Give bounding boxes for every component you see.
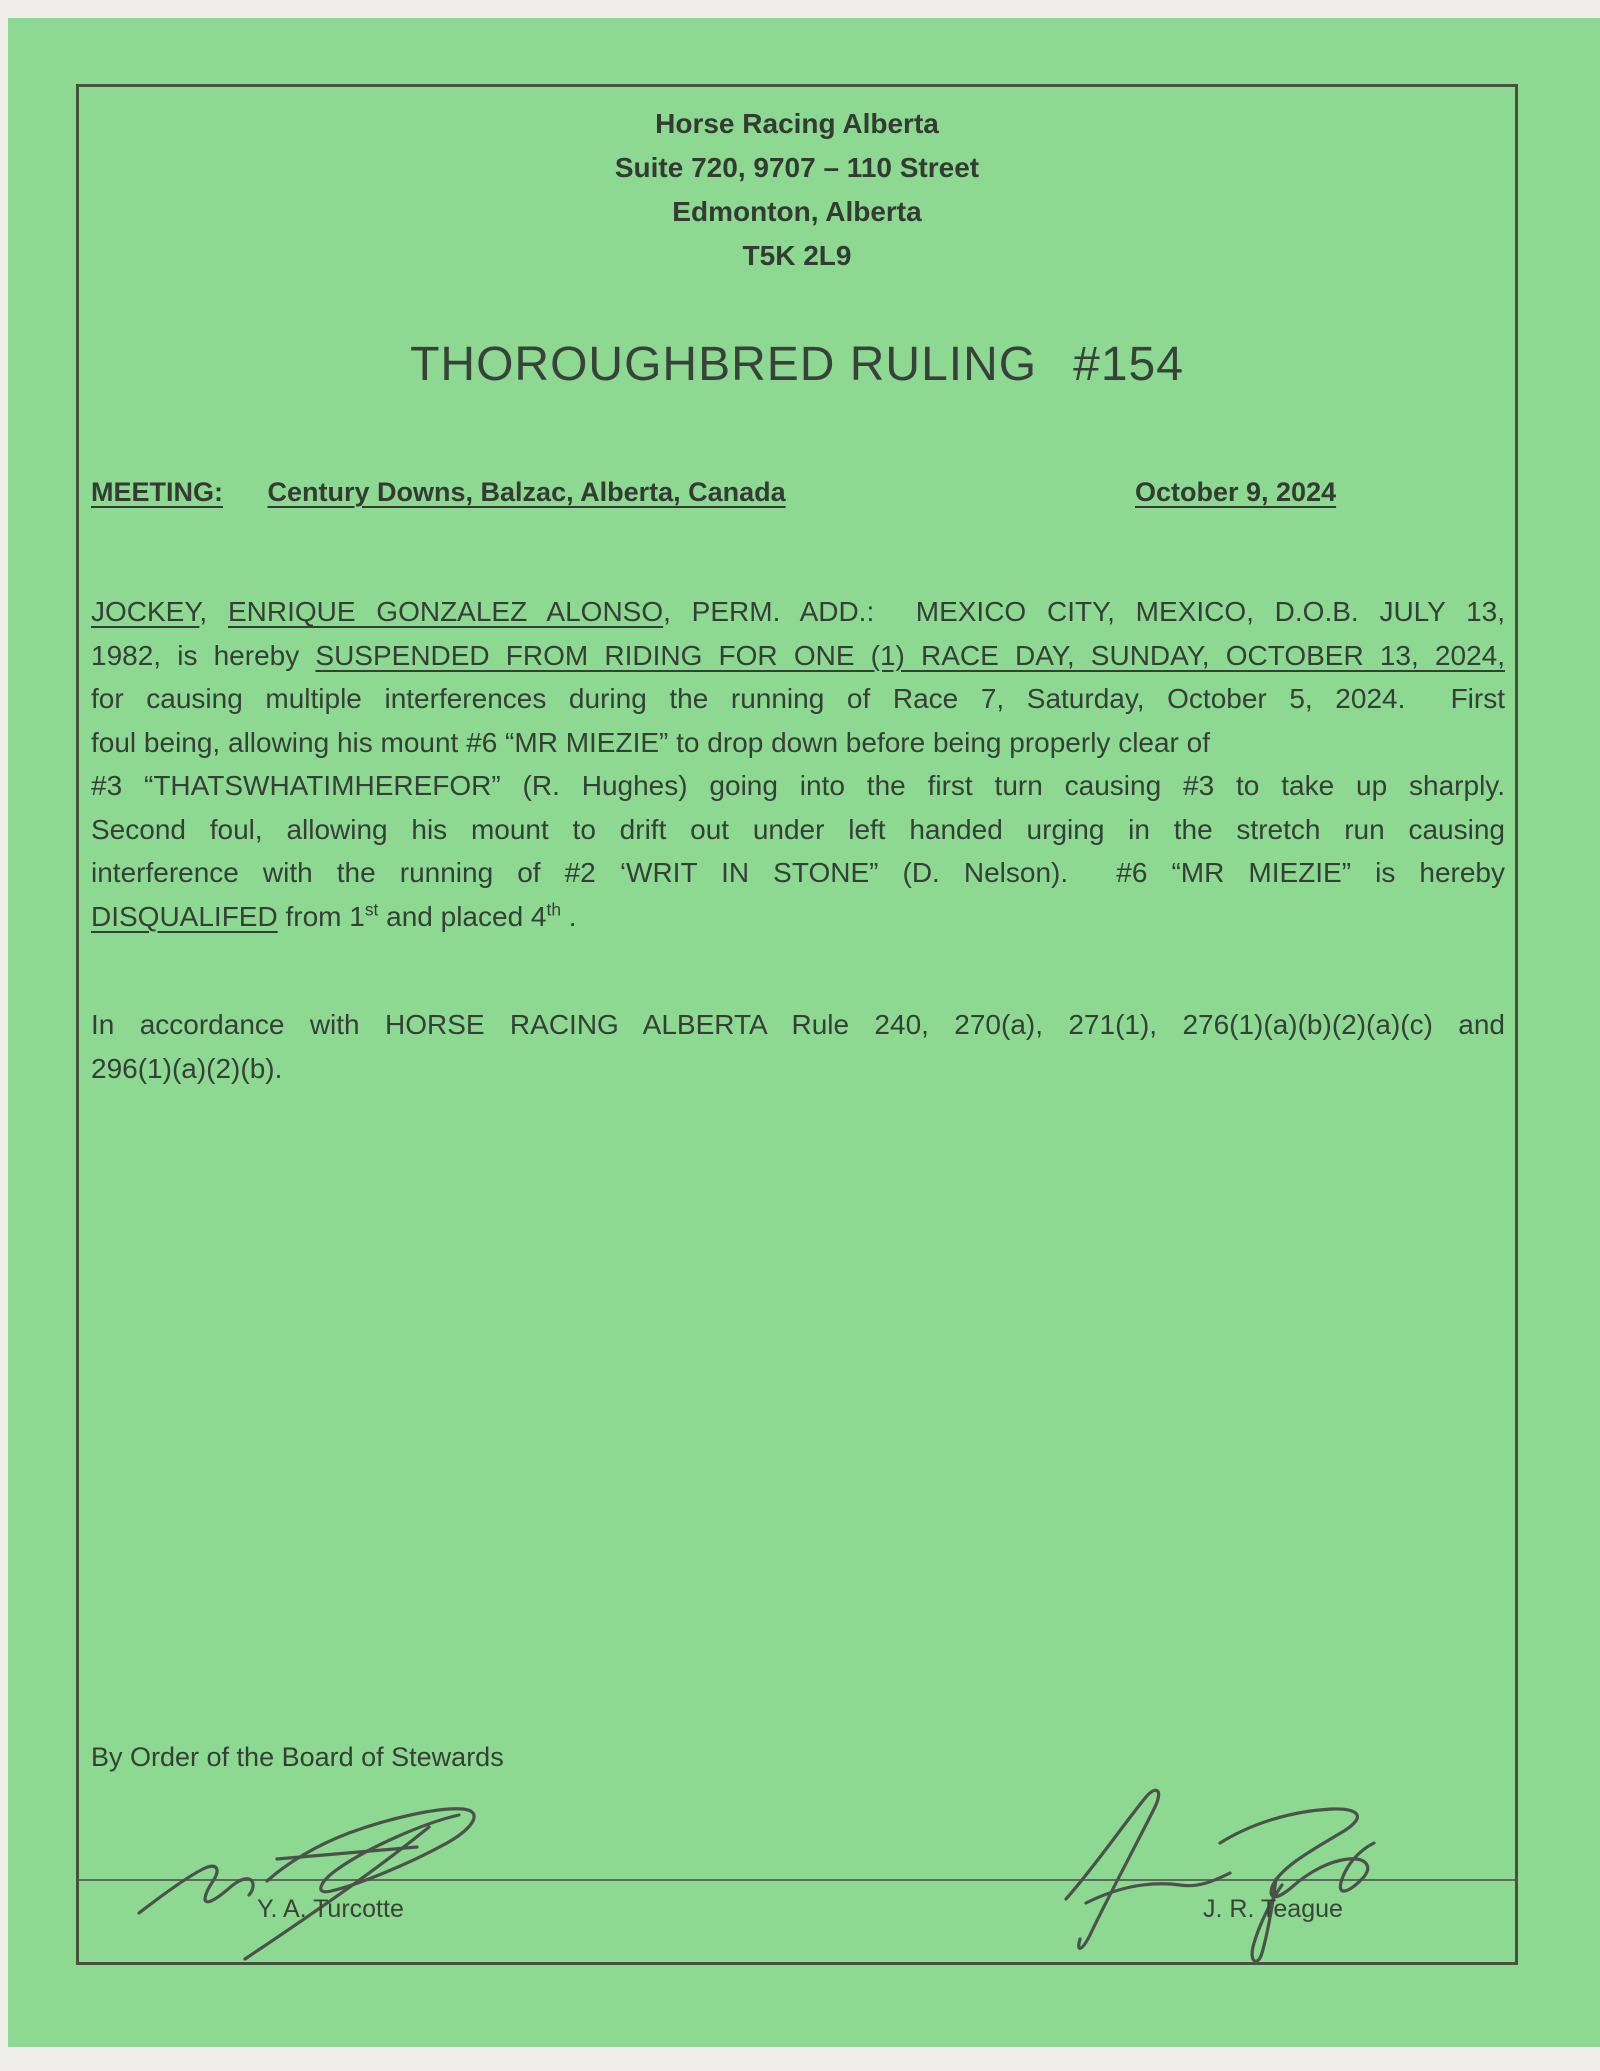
ruling-line: interference with the running of #2 ‘WRIT IN STONE” (D. Nelson). #6 “MR MIEZIE” is hereby — [91, 857, 1505, 888]
ruling-number: #154 — [1073, 338, 1184, 391]
letterhead-city: Edmonton, Alberta — [672, 196, 922, 227]
ruling-line: Second foul, allowing his mount to drift out under left handed urging in the stretch run causing — [91, 813, 1505, 845]
meeting-label-wrap — [91, 477, 260, 508]
right-signer-name: J. R. Teague — [1203, 1895, 1343, 1923]
ruling-title — [79, 337, 1515, 392]
meeting-value: Century Downs, Balzac, Alberta, Canada — [267, 477, 786, 507]
ruling-title-text: THOROUGHBRED RULING — [410, 338, 1038, 391]
meeting-date: October 9, 2024 — [1135, 477, 1337, 507]
ruling-line: 1982, is hereby SUSPENDED FROM RIDING FOR ONE (1) RACE DAY, SUNDAY, OCTOBER 13, 2024, — [91, 639, 1505, 671]
rules-paragraph — [91, 1003, 1505, 1090]
letterhead-postal: T5K 2L9 — [742, 240, 852, 271]
ruling-paragraph — [91, 590, 1505, 938]
ruling-line: DISQUALIFED from 1st and placed 4th . — [91, 899, 577, 932]
letterhead-address: Suite 720, 9707 – 110 Street — [614, 152, 980, 183]
ruling-line: foul being, allowing his mount #6 “MR MIEZIE” to drop down before being properly clear of — [91, 726, 1211, 758]
ruling-line: for causing multiple interferences during the running of Race 7, Saturday, October 5, 2024. First — [91, 683, 1505, 714]
meeting-row — [91, 477, 1503, 508]
letterhead — [79, 102, 1515, 278]
document-border-frame — [76, 84, 1518, 1965]
board-order-text: By Order of the Board of Stewards — [91, 1742, 504, 1772]
green-paper — [8, 18, 1600, 2047]
ruling-line: #3 “THATSWHATIMHEREFOR” (R. Hughes) going into the first turn causing #3 to take up sharply. — [91, 770, 1505, 801]
signature-line — [79, 1879, 1515, 1881]
left-signature-image — [117, 1793, 497, 1963]
rules-line: In accordance with HORSE RACING ALBERTA Rule 240, 270(a), 271(1), 276(1)(a)(b)(2)(a)(c) and — [91, 1009, 1505, 1040]
ruling-line: JOCKEY, ENRIQUE GONZALEZ ALONSO, PERM. ADD.: MEXICO CITY, MEXICO, D.O.B. JULY 13, — [91, 596, 1506, 627]
left-signer-name: Y. A. Turcotte — [257, 1895, 404, 1923]
rules-line: 296(1)(a)(2)(b). — [91, 1052, 283, 1084]
meeting-label: MEETING: — [91, 477, 223, 507]
letterhead-org: Horse Racing Alberta — [655, 108, 939, 139]
